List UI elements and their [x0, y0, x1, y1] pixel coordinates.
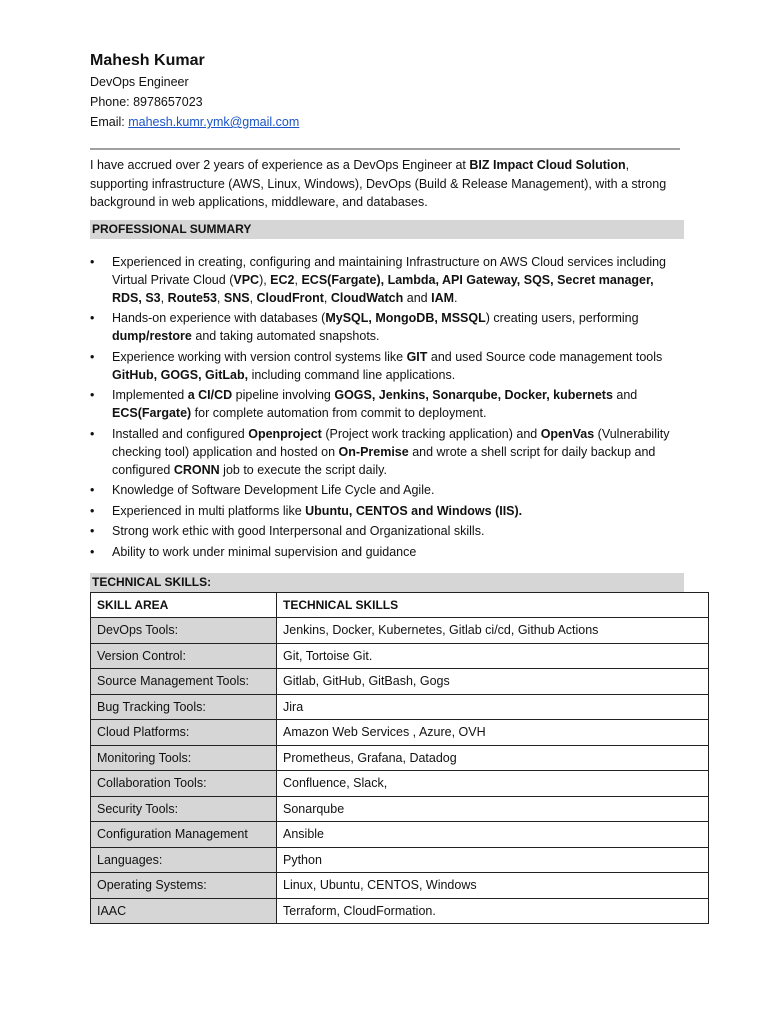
technical-skills-cell: Amazon Web Services , Azure, OVH	[277, 720, 709, 746]
summary-item-text: ,	[294, 272, 302, 287]
summary-item-bold: GIT	[406, 349, 428, 364]
col-technical-skills: TECHNICAL SKILLS	[277, 592, 709, 618]
summary-heading: PROFESSIONAL SUMMARY	[90, 220, 684, 239]
summary-item	[90, 502, 680, 520]
table-row	[91, 694, 709, 720]
summary-item-text: ) creating users, performing	[485, 311, 639, 325]
summary-item-bold: MySQL, MongoDB, MSSQL	[325, 311, 486, 325]
summary-item-text: and used Source code management tools	[427, 349, 663, 364]
skill-area-cell: Configuration Management	[91, 822, 277, 848]
summary-item-text: ,	[323, 290, 331, 305]
intro-text-2: , supporting infrastructure (AWS, Linux, Windows), DevOps (Build & Release Management), with a strong background in web applications, middleware, and databases.	[90, 158, 667, 209]
summary-item-text: Experienced in multi platforms like	[112, 503, 306, 518]
summary-item	[90, 348, 680, 384]
table-row	[91, 771, 709, 797]
candidate-name: Mahesh Kumar	[90, 52, 205, 69]
summary-item-bold: GitHub, GOGS, GitLab,	[112, 367, 249, 382]
technical-skills-cell: Confluence, Slack,	[277, 771, 709, 797]
col-skill-area: SKILL AREA	[91, 592, 277, 618]
summary-item-text: .	[454, 290, 458, 305]
table-row	[91, 898, 709, 924]
summary-item-bold: SNS	[223, 290, 250, 305]
table-row	[91, 796, 709, 822]
technical-skills-cell: Python	[277, 847, 709, 873]
intro-paragraph	[90, 156, 682, 212]
summary-item-bold: EC2	[270, 272, 295, 287]
technical-skills-cell: Linux, Ubuntu, CENTOS, Windows	[277, 873, 709, 899]
summary-item-text: and	[403, 290, 432, 305]
skill-area-cell: Version Control:	[91, 643, 277, 669]
email-link[interactable]: mahesh.kumr.ymk@gmail.com	[128, 115, 300, 129]
summary-item-bold: ECS(Fargate), Lambda, API Gateway, SQS, Secret manager, RDS, S3	[112, 272, 654, 305]
table-row	[91, 669, 709, 695]
summary-item-text: ),	[259, 272, 271, 287]
summary-item-text: Experience working with version control systems like	[112, 349, 407, 364]
summary-item-text: (Vulnerability checking tool) application and hosted on	[112, 426, 670, 459]
skills-table	[90, 592, 709, 925]
table-row	[91, 618, 709, 644]
summary-item-text: ,	[160, 290, 168, 305]
technical-skills-cell: Jira	[277, 694, 709, 720]
technical-skills-cell: Sonarqube	[277, 796, 709, 822]
summary-item-text: Experienced in creating, configuring and maintaining Infrastructure on AWS Cloud services including Virtual Private Cloud (	[112, 254, 667, 287]
summary-item	[90, 253, 680, 307]
summary-item-text: (Project work tracking application) and	[321, 426, 541, 441]
summary-item-bold: VPC	[233, 272, 260, 287]
summary-item	[90, 543, 680, 561]
skill-area-cell: Collaboration Tools:	[91, 771, 277, 797]
skill-area-cell: IAAC	[91, 898, 277, 924]
skill-area-cell: DevOps Tools:	[91, 618, 277, 644]
summary-item	[90, 481, 680, 499]
summary-item-text: Implemented	[112, 388, 188, 402]
table-row	[91, 745, 709, 771]
summary-item-text: and wrote a shell script for daily backup and configured	[112, 444, 656, 477]
summary-item-bold: On-Premise	[338, 444, 409, 459]
summary-item-text: Ability to work under minimal supervision and guidance	[112, 544, 417, 559]
intro-company: BIZ Impact Cloud Solution	[469, 158, 626, 172]
resume-page	[90, 50, 710, 924]
technical-skills-cell: Ansible	[277, 822, 709, 848]
table-row	[91, 643, 709, 669]
phone-number: 8978657023	[133, 95, 203, 109]
skills-table-header	[91, 592, 709, 618]
summary-item	[90, 309, 680, 345]
summary-item-bold: CloudFront	[256, 290, 324, 305]
header-divider	[90, 148, 680, 150]
summary-item-text: and	[612, 388, 638, 402]
phone-label: Phone:	[90, 95, 134, 109]
summary-item-text: for complete automation from commit to deployment.	[191, 406, 487, 420]
summary-item-bold: Openproject	[248, 426, 322, 441]
summary-item-bold: GOGS, Jenkins, Sonarqube, Docker, kubernets	[334, 388, 613, 402]
skill-area-cell: Languages:	[91, 847, 277, 873]
table-row	[91, 720, 709, 746]
summary-item-text: Knowledge of Software Development Life Cycle and Agile.	[112, 483, 435, 497]
summary-item-bold: a CI/CD	[187, 388, 233, 402]
summary-item-text: and taking automated snapshots.	[191, 329, 380, 343]
summary-item-bold: Route53	[167, 290, 217, 305]
technical-skills-cell: Jenkins, Docker, Kubernetes, Gitlab ci/cd, Github Actions	[277, 618, 709, 644]
phone-line	[90, 92, 710, 112]
summary-item-text: Hands-on experience with databases (	[112, 311, 326, 325]
skill-area-cell: Bug Tracking Tools:	[91, 694, 277, 720]
skill-area-cell: Operating Systems:	[91, 873, 277, 899]
summary-item-text: including command line applications.	[248, 367, 456, 382]
summary-item-text: ,	[216, 290, 224, 305]
summary-item-text: Installed and configured	[112, 426, 249, 441]
technical-skills-cell: Gitlab, GitHub, GitBash, Gogs	[277, 669, 709, 695]
technical-skills-cell: Git, Tortoise Git.	[277, 643, 709, 669]
summary-item-bold: dump/restore	[112, 329, 192, 343]
summary-item-bold: CRONN	[173, 462, 220, 477]
table-row	[91, 847, 709, 873]
technical-skills-cell: Terraform, CloudFormation.	[277, 898, 709, 924]
skill-area-cell: Cloud Platforms:	[91, 720, 277, 746]
summary-item	[90, 522, 680, 540]
job-title: DevOps Engineer	[90, 75, 189, 89]
table-row	[91, 873, 709, 899]
summary-item-bold: Ubuntu, CENTOS and Windows (IIS).	[305, 503, 523, 518]
summary-item-bold: ECS(Fargate)	[112, 406, 192, 420]
summary-item	[90, 386, 680, 422]
summary-item	[90, 425, 680, 479]
skills-heading: TECHNICAL SKILLS:	[90, 573, 684, 592]
summary-item-bold: IAM	[431, 290, 455, 305]
intro-text-1: I have accrued over 2 years of experience as a DevOps Engineer at	[90, 158, 470, 172]
summary-item-text: pipeline involving	[232, 388, 335, 402]
technical-skills-cell: Prometheus, Grafana, Datadog	[277, 745, 709, 771]
summary-item-bold: OpenVas	[540, 426, 595, 441]
email-line	[90, 112, 710, 132]
skill-area-cell: Security Tools:	[91, 796, 277, 822]
summary-list	[90, 253, 680, 561]
summary-item-text: ,	[249, 290, 257, 305]
summary-item-text: job to execute the script daily.	[219, 462, 387, 477]
summary-item-text: Strong work ethic with good Interpersonal and Organizational skills.	[112, 524, 485, 538]
summary-item-bold: CloudWatch	[330, 290, 404, 305]
email-label: Email:	[90, 115, 129, 129]
skill-area-cell: Source Management Tools:	[91, 669, 277, 695]
skill-area-cell: Monitoring Tools:	[91, 745, 277, 771]
table-row	[91, 822, 709, 848]
